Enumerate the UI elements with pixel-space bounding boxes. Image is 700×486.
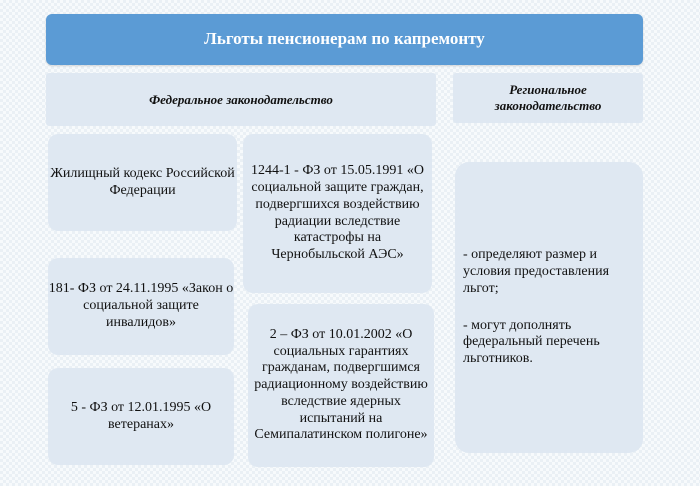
federal-section-header: Федеральное законодательство [46,73,436,126]
law-box-semipalatinsk: 2 – ФЗ от 10.01.2002 «О социальных гарантиях гражданам, подвергшимся радиационному воздействию вследствие ядерных испытаний на Семипалатинском полигоне» [248,304,434,467]
law-box-chernobyl: 1244-1 - ФЗ от 15.05.1991 «О социальной защите граждан, подвергшихся воздействию радиации вследствие катастрофы на Чернобыльской АЭС» [243,134,432,293]
diagram-title: Льготы пенсионерам по капремонту [46,14,643,65]
regional-description-box [455,162,643,453]
law-box-housing-code: Жилищный кодекс Российской Федерации [48,134,237,231]
regional-list [463,247,635,368]
law-box-veterans: 5 - ФЗ от 12.01.1995 «О ветеранах» [48,368,234,465]
regional-item: - определяют размер и условия предоставления льгот; [463,247,610,296]
law-box-disabled-protection: 181- ФЗ от 24.11.1995 «Закон о социальной защите инвалидов» [48,258,234,355]
regional-item: - могут дополнять федеральный перечень льготников. [463,317,600,367]
regional-section-header: Региональное законодательство [453,73,643,123]
